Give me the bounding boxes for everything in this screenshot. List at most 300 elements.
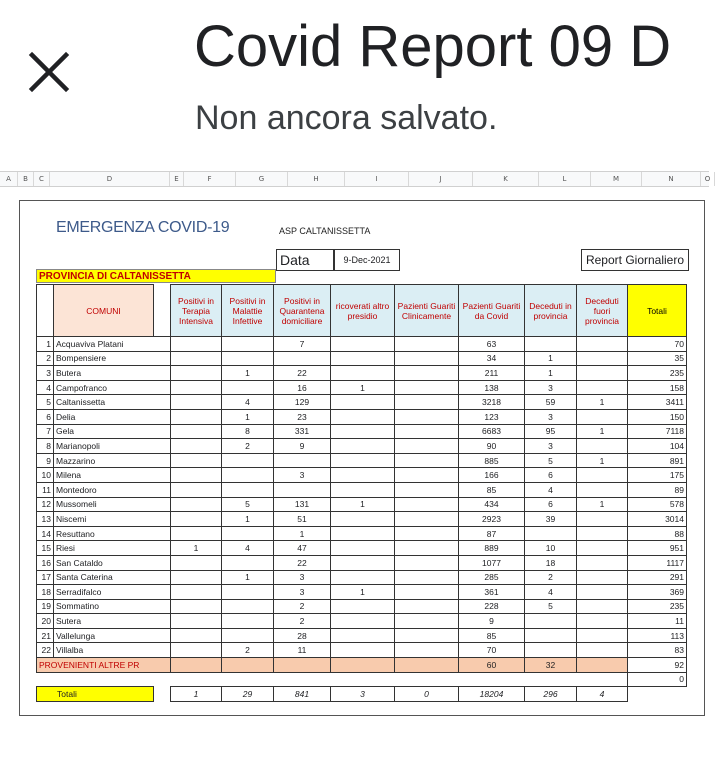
table-row: [37, 439, 687, 454]
close-icon: [22, 45, 76, 99]
quarantena-cell[interactable]: 7: [274, 337, 331, 352]
quarantena-cell[interactable]: 131: [274, 497, 331, 512]
deceduti-fuori-cell[interactable]: [577, 585, 628, 600]
quarantena-cell[interactable]: 28: [274, 628, 331, 643]
row-index[interactable]: 18: [37, 585, 54, 600]
guariti-cell[interactable]: 9: [459, 614, 525, 629]
deceduti-in-cell[interactable]: 1: [525, 351, 577, 366]
row-index[interactable]: 12: [37, 497, 54, 512]
comune-name[interactable]: San Cataldo: [54, 555, 171, 570]
column-header-m[interactable]: M: [591, 172, 642, 186]
row-index[interactable]: 21: [37, 628, 54, 643]
totale-cell[interactable]: 578: [628, 497, 687, 512]
deceduti-fuori-cell[interactable]: [577, 409, 628, 424]
column-header-g[interactable]: G: [236, 172, 288, 186]
guariti-cell[interactable]: 85: [459, 628, 525, 643]
deceduti-fuori-cell[interactable]: [577, 337, 628, 352]
close-button[interactable]: [22, 45, 76, 99]
terapia-cell[interactable]: [171, 585, 222, 600]
row-index[interactable]: 4: [37, 380, 54, 395]
deceduti-in-cell[interactable]: 4: [525, 585, 577, 600]
deceduti-fuori-cell[interactable]: [577, 512, 628, 527]
comune-name[interactable]: Bompensiere: [54, 351, 171, 366]
totale-cell[interactable]: 235: [628, 599, 687, 614]
malattie-cell[interactable]: [222, 614, 274, 629]
totale-cell[interactable]: 89: [628, 482, 687, 497]
table-row: [37, 643, 687, 658]
guariti-cell[interactable]: 138: [459, 380, 525, 395]
table-row: [37, 555, 687, 570]
malattie-cell[interactable]: 4: [222, 541, 274, 556]
totale-cell[interactable]: 11: [628, 614, 687, 629]
row-index[interactable]: 10: [37, 468, 54, 483]
clinicamente-cell[interactable]: [395, 570, 459, 585]
deceduti-fuori-cell[interactable]: [577, 439, 628, 454]
row-index[interactable]: 16: [37, 555, 54, 570]
comune-name[interactable]: Milena: [54, 468, 171, 483]
clinicamente-cell[interactable]: [395, 409, 459, 424]
ricoverati-cell[interactable]: [331, 337, 395, 352]
guariti-cell[interactable]: 285: [459, 570, 525, 585]
ricoverati-cell[interactable]: 1: [331, 497, 395, 512]
deceduti-in-cell[interactable]: [525, 643, 577, 658]
row-index[interactable]: 2: [37, 351, 54, 366]
totale-cell[interactable]: 150: [628, 409, 687, 424]
comune-name[interactable]: Sommatino: [54, 599, 171, 614]
table-row: [37, 570, 687, 585]
totale-cell[interactable]: 951: [628, 541, 687, 556]
comune-name[interactable]: Serradifalco: [54, 585, 171, 600]
guariti-cell[interactable]: 90: [459, 439, 525, 454]
deceduti-in-cell[interactable]: 3: [525, 439, 577, 454]
malattie-cell[interactable]: [222, 351, 274, 366]
clinicamente-cell[interactable]: [395, 424, 459, 439]
deceduti-in-cell[interactable]: 59: [525, 395, 577, 410]
comune-name[interactable]: Resuttano: [54, 526, 171, 541]
comune-name[interactable]: Marianopoli: [54, 439, 171, 454]
provenienti-label[interactable]: PROVENIENTI ALTRE PR: [37, 658, 171, 673]
column-header-n[interactable]: N: [642, 172, 701, 186]
malattie-cell[interactable]: [222, 482, 274, 497]
guariti-cell[interactable]: 87: [459, 526, 525, 541]
guariti-cell[interactable]: 3218: [459, 395, 525, 410]
ricoverati-cell[interactable]: [331, 628, 395, 643]
clinicamente-cell[interactable]: [395, 512, 459, 527]
quarantena-cell[interactable]: 2: [274, 599, 331, 614]
terapia-cell[interactable]: [171, 643, 222, 658]
empty-cell[interactable]: [274, 658, 331, 673]
guariti-cell[interactable]: 63: [459, 337, 525, 352]
deceduti-in-cell[interactable]: 6: [525, 468, 577, 483]
guariti-cell[interactable]: 361: [459, 585, 525, 600]
terapia-cell[interactable]: [171, 439, 222, 454]
deceduti-fuori-cell[interactable]: [577, 628, 628, 643]
deceduti-fuori-cell[interactable]: 1: [577, 395, 628, 410]
clinicamente-cell[interactable]: [395, 468, 459, 483]
totale-cell[interactable]: 35: [628, 351, 687, 366]
terapia-cell[interactable]: [171, 453, 222, 468]
totale-cell[interactable]: 891: [628, 453, 687, 468]
deceduti-fuori-cell[interactable]: [577, 380, 628, 395]
ricoverati-cell[interactable]: [331, 482, 395, 497]
ricoverati-cell[interactable]: [331, 643, 395, 658]
malattie-cell[interactable]: [222, 380, 274, 395]
quarantena-cell[interactable]: [274, 482, 331, 497]
comune-name[interactable]: Montedoro: [54, 482, 171, 497]
totale-cell[interactable]: 7118: [628, 424, 687, 439]
clinicamente-cell[interactable]: [395, 497, 459, 512]
report-table: [36, 284, 687, 702]
clinicamente-cell[interactable]: [395, 628, 459, 643]
deceduti-in-cell[interactable]: 3: [525, 380, 577, 395]
comune-name[interactable]: Acquaviva Platani: [54, 337, 171, 352]
ricoverati-cell[interactable]: [331, 599, 395, 614]
date-value: 9-Dec-2021: [334, 249, 400, 271]
guariti-cell[interactable]: 434: [459, 497, 525, 512]
guariti-cell[interactable]: 211: [459, 366, 525, 381]
column-header-o[interactable]: O: [701, 172, 715, 186]
deceduti-fuori-cell[interactable]: [577, 366, 628, 381]
ricoverati-cell[interactable]: [331, 366, 395, 381]
column-header-l[interactable]: L: [539, 172, 591, 186]
guariti-cell[interactable]: 166: [459, 468, 525, 483]
comune-name[interactable]: Vallelunga: [54, 628, 171, 643]
totale-cell[interactable]: 113: [628, 628, 687, 643]
ricoverati-cell[interactable]: [331, 541, 395, 556]
deceduti-in-cell[interactable]: [525, 337, 577, 352]
deceduti-in-cell[interactable]: [525, 628, 577, 643]
quarantena-cell[interactable]: 9: [274, 439, 331, 454]
deceduti-in-cell[interactable]: [525, 614, 577, 629]
row-index[interactable]: 1: [37, 337, 54, 352]
quarantena-cell[interactable]: 3: [274, 570, 331, 585]
table-row: [37, 628, 687, 643]
malattie-cell[interactable]: [222, 585, 274, 600]
ricoverati-cell[interactable]: [331, 395, 395, 410]
comune-name[interactable]: Niscemi: [54, 512, 171, 527]
terapia-cell[interactable]: [171, 614, 222, 629]
row-index[interactable]: 6: [37, 409, 54, 424]
guariti-cell[interactable]: 889: [459, 541, 525, 556]
deceduti-fuori-cell[interactable]: [577, 526, 628, 541]
terapia-cell[interactable]: [171, 526, 222, 541]
comune-name[interactable]: Riesi: [54, 541, 171, 556]
column-header-k[interactable]: K: [473, 172, 539, 186]
deceduti-fuori-cell[interactable]: [577, 351, 628, 366]
totale-cell[interactable]: 104: [628, 439, 687, 454]
quarantena-cell[interactable]: 22: [274, 366, 331, 381]
deceduti-in-cell[interactable]: 4: [525, 482, 577, 497]
ricoverati-cell[interactable]: [331, 351, 395, 366]
total-terapia[interactable]: 1: [171, 687, 222, 702]
quarantena-cell[interactable]: 2: [274, 614, 331, 629]
clinicamente-cell[interactable]: [395, 614, 459, 629]
terapia-cell[interactable]: [171, 628, 222, 643]
row-index[interactable]: 3: [37, 366, 54, 381]
deceduti-fuori-cell[interactable]: 1: [577, 453, 628, 468]
ricoverati-cell[interactable]: 1: [331, 380, 395, 395]
clinicamente-cell[interactable]: [395, 526, 459, 541]
totals-label[interactable]: Totali: [37, 687, 154, 702]
malattie-cell[interactable]: [222, 526, 274, 541]
table-row: [37, 453, 687, 468]
malattie-cell[interactable]: [222, 453, 274, 468]
deceduti-fuori-cell[interactable]: [577, 643, 628, 658]
column-header-bar: [0, 171, 709, 187]
malattie-cell[interactable]: 2: [222, 643, 274, 658]
terapia-cell[interactable]: 1: [171, 541, 222, 556]
totale-cell[interactable]: 235: [628, 366, 687, 381]
terapia-cell[interactable]: [171, 468, 222, 483]
comune-name[interactable]: Villalba: [54, 643, 171, 658]
quarantena-cell[interactable]: 11: [274, 643, 331, 658]
malattie-cell[interactable]: [222, 628, 274, 643]
row-index[interactable]: 11: [37, 482, 54, 497]
column-header-c[interactable]: C: [34, 172, 50, 186]
clinicamente-cell[interactable]: [395, 453, 459, 468]
quarantena-cell[interactable]: 23: [274, 409, 331, 424]
header-ricoverati: ricoverati altro presidio: [331, 285, 395, 337]
quarantena-cell[interactable]: 3: [274, 468, 331, 483]
malattie-cell[interactable]: 1: [222, 366, 274, 381]
deceduti-in-cell[interactable]: 5: [525, 453, 577, 468]
comune-name[interactable]: Butera: [54, 366, 171, 381]
deceduti-in-cell[interactable]: 10: [525, 541, 577, 556]
deceduti-in-cell[interactable]: 6: [525, 497, 577, 512]
deceduti-fuori-cell[interactable]: [577, 541, 628, 556]
column-header-j[interactable]: J: [409, 172, 473, 186]
quarantena-cell[interactable]: 47: [274, 541, 331, 556]
deceduti-in-cell[interactable]: 1: [525, 366, 577, 381]
comune-name[interactable]: Delia: [54, 409, 171, 424]
totale-cell[interactable]: 83: [628, 643, 687, 658]
totale-cell[interactable]: 92: [628, 658, 687, 673]
column-header-i[interactable]: I: [345, 172, 409, 186]
quarantena-cell[interactable]: 51: [274, 512, 331, 527]
empty-cell[interactable]: [222, 658, 274, 673]
extra-row: [37, 672, 687, 687]
terapia-cell[interactable]: [171, 380, 222, 395]
ricoverati-cell[interactable]: [331, 614, 395, 629]
ricoverati-cell[interactable]: [331, 424, 395, 439]
ricoverati-cell[interactable]: 1: [331, 585, 395, 600]
clinicamente-cell[interactable]: [395, 599, 459, 614]
terapia-cell[interactable]: [171, 512, 222, 527]
column-header-d[interactable]: D: [50, 172, 170, 186]
malattie-cell[interactable]: 5: [222, 497, 274, 512]
total-quarantena[interactable]: 841: [274, 687, 331, 702]
terapia-cell[interactable]: [171, 395, 222, 410]
empty-cell[interactable]: [331, 658, 395, 673]
clinicamente-cell[interactable]: [395, 541, 459, 556]
row-index[interactable]: 19: [37, 599, 54, 614]
malattie-cell[interactable]: [222, 555, 274, 570]
empty-cell[interactable]: [171, 658, 222, 673]
row-index[interactable]: 13: [37, 512, 54, 527]
malattie-cell[interactable]: 1: [222, 570, 274, 585]
totale-cell[interactable]: 369: [628, 585, 687, 600]
deceduti-in-cell[interactable]: 95: [525, 424, 577, 439]
ricoverati-cell[interactable]: [331, 453, 395, 468]
clinicamente-cell[interactable]: [395, 380, 459, 395]
terapia-cell[interactable]: [171, 570, 222, 585]
deceduti-fuori-cell[interactable]: 1: [577, 497, 628, 512]
ricoverati-cell[interactable]: [331, 570, 395, 585]
malattie-cell[interactable]: 4: [222, 395, 274, 410]
guariti-cell[interactable]: 123: [459, 409, 525, 424]
header-totali: Totali: [628, 285, 687, 337]
clinicamente-cell[interactable]: [395, 351, 459, 366]
clinicamente-cell[interactable]: [395, 337, 459, 352]
quarantena-cell[interactable]: 1: [274, 526, 331, 541]
guariti-cell[interactable]: 34: [459, 351, 525, 366]
deceduti-in-cell[interactable]: 32: [525, 658, 577, 673]
comune-name[interactable]: Caltanissetta: [54, 395, 171, 410]
quarantena-cell[interactable]: 129: [274, 395, 331, 410]
row-index[interactable]: 20: [37, 614, 54, 629]
table-row: [37, 351, 687, 366]
column-header-e[interactable]: E: [170, 172, 184, 186]
column-header-a[interactable]: A: [0, 172, 18, 186]
totale-cell[interactable]: 1117: [628, 555, 687, 570]
clinicamente-cell[interactable]: [395, 439, 459, 454]
deceduti-in-cell[interactable]: 3: [525, 409, 577, 424]
deceduti-fuori-cell[interactable]: 1: [577, 424, 628, 439]
row-index[interactable]: 22: [37, 643, 54, 658]
guariti-cell[interactable]: 85: [459, 482, 525, 497]
deceduti-fuori-cell[interactable]: [577, 614, 628, 629]
ricoverati-cell[interactable]: [331, 468, 395, 483]
guariti-cell[interactable]: 2923: [459, 512, 525, 527]
terapia-cell[interactable]: [171, 424, 222, 439]
ricoverati-cell[interactable]: [331, 526, 395, 541]
comune-name[interactable]: Gela: [54, 424, 171, 439]
header-clinicamente: Pazienti Guariti Clinicamente: [395, 285, 459, 337]
deceduti-in-cell[interactable]: [525, 526, 577, 541]
clinicamente-cell[interactable]: [395, 555, 459, 570]
deceduti-fuori-cell[interactable]: [577, 555, 628, 570]
totale-cell[interactable]: 3014: [628, 512, 687, 527]
malattie-cell[interactable]: 1: [222, 409, 274, 424]
header-malattie: Positivi in Malattie Infettive: [222, 285, 274, 337]
column-header-h[interactable]: H: [288, 172, 345, 186]
quarantena-cell[interactable]: 3: [274, 585, 331, 600]
total-malattie[interactable]: 29: [222, 687, 274, 702]
table-row: [37, 395, 687, 410]
row-index[interactable]: 14: [37, 526, 54, 541]
ricoverati-cell[interactable]: [331, 439, 395, 454]
row-index[interactable]: 9: [37, 453, 54, 468]
malattie-cell[interactable]: 1: [222, 512, 274, 527]
terapia-cell[interactable]: [171, 599, 222, 614]
comune-name[interactable]: Santa Caterina: [54, 570, 171, 585]
quarantena-cell[interactable]: 22: [274, 555, 331, 570]
guariti-cell[interactable]: 60: [459, 658, 525, 673]
deceduti-in-cell[interactable]: 18: [525, 555, 577, 570]
comune-name[interactable]: Mussomeli: [54, 497, 171, 512]
malattie-cell[interactable]: [222, 599, 274, 614]
guariti-cell[interactable]: 228: [459, 599, 525, 614]
totale-cell[interactable]: 291: [628, 570, 687, 585]
row-index[interactable]: 8: [37, 439, 54, 454]
total-guariti[interactable]: 18204: [459, 687, 525, 702]
comune-name[interactable]: Sutera: [54, 614, 171, 629]
guariti-cell[interactable]: 885: [459, 453, 525, 468]
terapia-cell[interactable]: [171, 366, 222, 381]
terapia-cell[interactable]: [171, 497, 222, 512]
terapia-cell[interactable]: [171, 482, 222, 497]
row-index[interactable]: 7: [37, 424, 54, 439]
totale-cell[interactable]: 88: [628, 526, 687, 541]
malattie-cell[interactable]: [222, 468, 274, 483]
header-terapia: Positivi in Terapia Intensiva: [171, 285, 222, 337]
deceduti-fuori-cell[interactable]: [577, 468, 628, 483]
comune-name[interactable]: Mazzarino: [54, 453, 171, 468]
report-type: Report Giornaliero: [581, 249, 689, 271]
total-ricoverati[interactable]: 3: [331, 687, 395, 702]
terapia-cell[interactable]: [171, 555, 222, 570]
gap-cell: [154, 687, 171, 702]
totale-cell[interactable]: 175: [628, 468, 687, 483]
column-header-b[interactable]: B: [18, 172, 34, 186]
guariti-cell[interactable]: 6683: [459, 424, 525, 439]
row-index[interactable]: 5: [37, 395, 54, 410]
comune-name[interactable]: Campofranco: [54, 380, 171, 395]
deceduti-in-cell[interactable]: 39: [525, 512, 577, 527]
malattie-cell[interactable]: [222, 337, 274, 352]
total-clinicamente[interactable]: 0: [395, 687, 459, 702]
quarantena-cell[interactable]: [274, 351, 331, 366]
clinicamente-cell[interactable]: [395, 366, 459, 381]
clinicamente-cell[interactable]: [395, 643, 459, 658]
totale-cell[interactable]: 0: [628, 672, 687, 687]
guariti-cell[interactable]: 70: [459, 643, 525, 658]
ricoverati-cell[interactable]: [331, 512, 395, 527]
terapia-cell[interactable]: [171, 337, 222, 352]
malattie-cell[interactable]: 8: [222, 424, 274, 439]
guariti-cell[interactable]: 1077: [459, 555, 525, 570]
quarantena-cell[interactable]: 331: [274, 424, 331, 439]
clinicamente-cell[interactable]: [395, 482, 459, 497]
totale-cell[interactable]: 70: [628, 337, 687, 352]
totale-cell[interactable]: 158: [628, 380, 687, 395]
malattie-cell[interactable]: 2: [222, 439, 274, 454]
totale-cell[interactable]: 3411: [628, 395, 687, 410]
clinicamente-cell[interactable]: [395, 395, 459, 410]
terapia-cell[interactable]: [171, 409, 222, 424]
empty-cell[interactable]: [577, 658, 628, 673]
table-row: [37, 497, 687, 512]
quarantena-cell[interactable]: [274, 453, 331, 468]
deceduti-fuori-cell[interactable]: [577, 599, 628, 614]
deceduti-in-cell[interactable]: 5: [525, 599, 577, 614]
deceduti-fuori-cell[interactable]: [577, 570, 628, 585]
row-index[interactable]: 15: [37, 541, 54, 556]
total-deceduti-in[interactable]: 296: [525, 687, 577, 702]
empty-cell[interactable]: [395, 658, 459, 673]
quarantena-cell[interactable]: 16: [274, 380, 331, 395]
row-index[interactable]: 17: [37, 570, 54, 585]
total-deceduti-fuori[interactable]: 4: [577, 687, 628, 702]
ricoverati-cell[interactable]: [331, 409, 395, 424]
deceduti-fuori-cell[interactable]: [577, 482, 628, 497]
terapia-cell[interactable]: [171, 351, 222, 366]
column-header-f[interactable]: F: [184, 172, 236, 186]
deceduti-in-cell[interactable]: 2: [525, 570, 577, 585]
ricoverati-cell[interactable]: [331, 555, 395, 570]
clinicamente-cell[interactable]: [395, 585, 459, 600]
header-guariti: Pazienti Guariti da Covid: [459, 285, 525, 337]
